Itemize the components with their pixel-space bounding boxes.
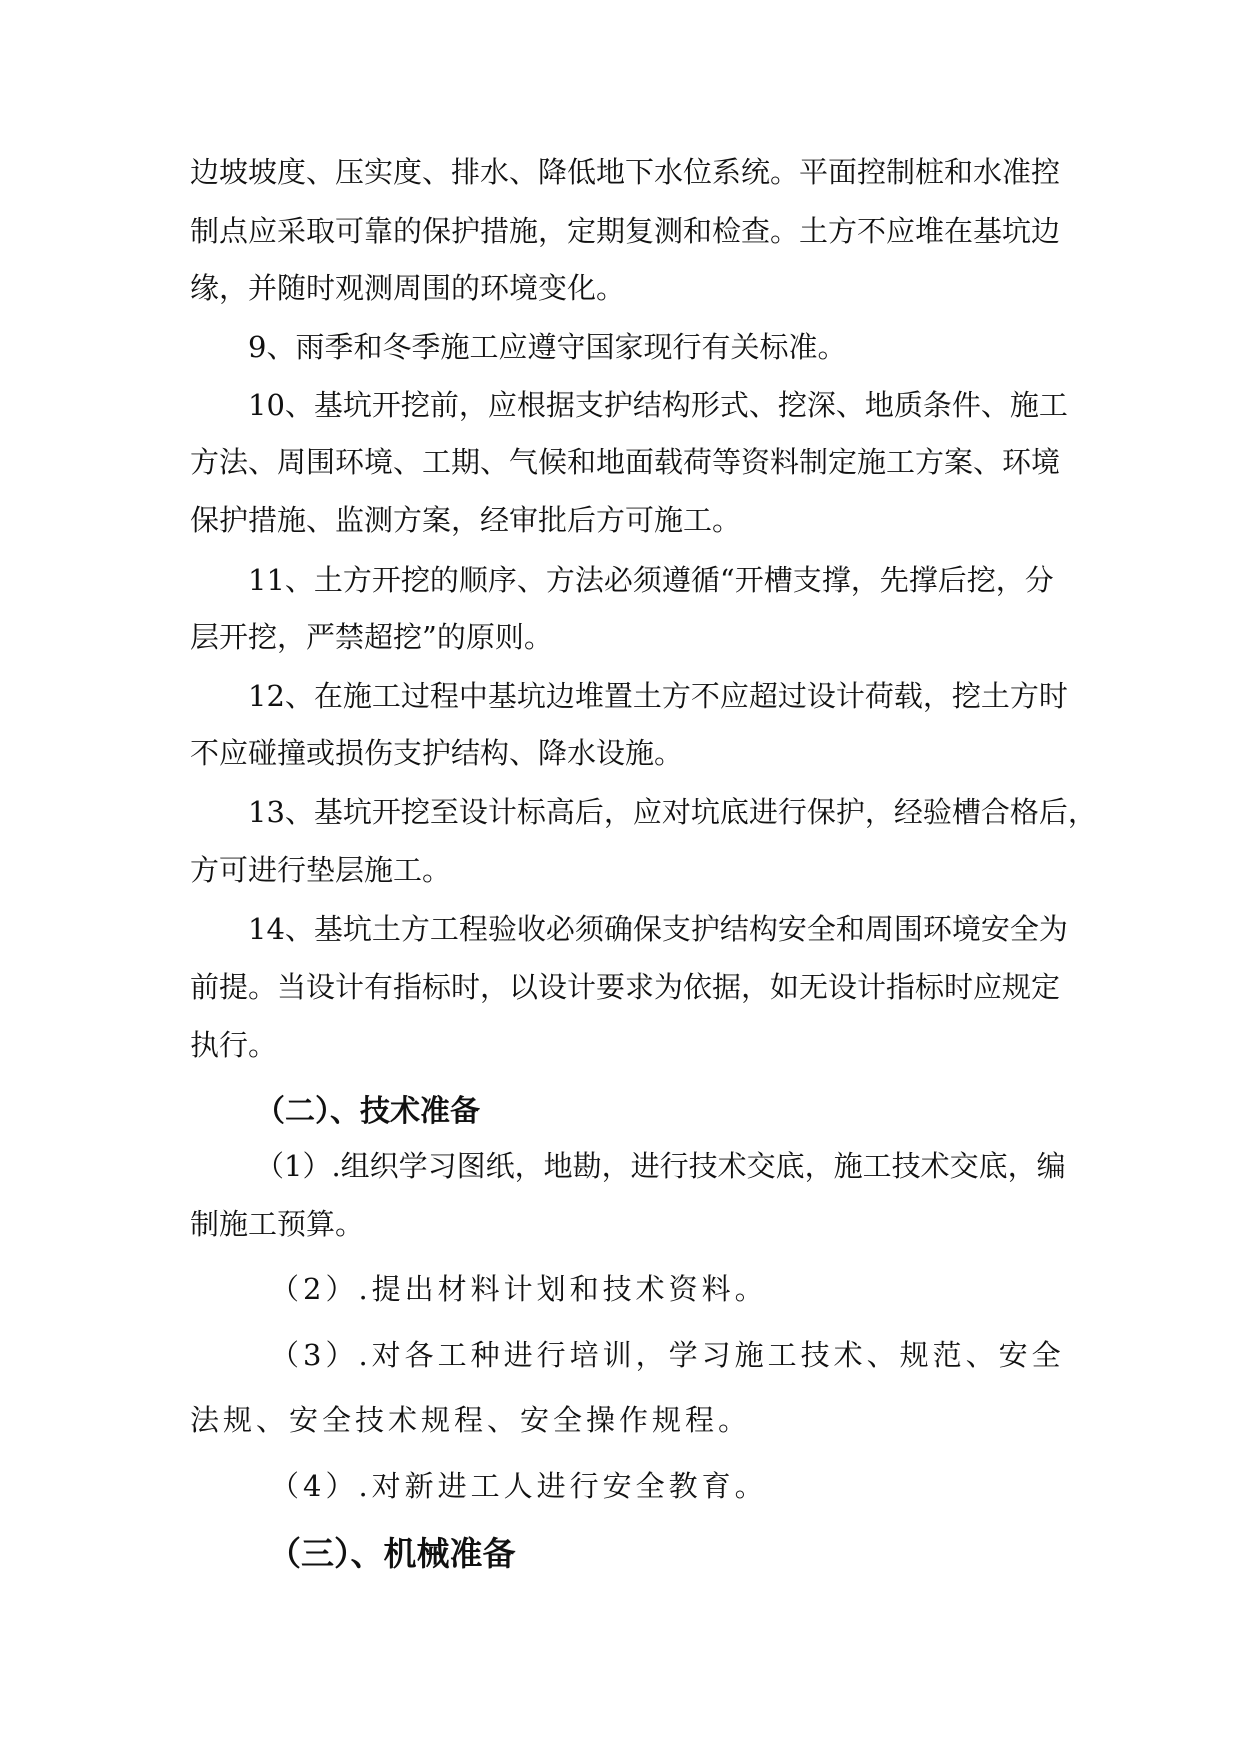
paragraph-line: 法规、安全技术规程、安全操作规程。 <box>190 1403 752 1437</box>
paragraph-line: 缘，并随时观测周围的环境变化。 <box>190 271 626 305</box>
paragraph-line: 方可进行垫层施工。 <box>190 853 452 887</box>
section-heading-technical-preparation: （二）、技术准备 <box>255 1094 480 1129</box>
tech-item-3: （3）.对各工种进行培训，学习施工技术、规范、安全 <box>270 1338 1065 1372</box>
paragraph-line: 方法、周围环境、工期、气候和地面载荷等资料制定施工方案、环境 <box>190 445 1061 479</box>
tech-item-4: （4）.对新进工人进行安全教育。 <box>270 1469 768 1503</box>
paragraph-line: 制点应采取可靠的保护措施，定期复测和检查。土方不应堆在基坑边 <box>190 214 1061 248</box>
item-9: 9、雨季和冬季施工应遵守国家现行有关标准。 <box>248 330 847 364</box>
item-11: 11、土方开挖的顺序、方法必须遵循“开槽支撑，先撑后挖，分 <box>248 563 1054 597</box>
item-13: 13、基坑开挖至设计标高后，应对坑底进行保护，经验槽合格后， <box>248 795 1097 829</box>
paragraph-line: 执行。 <box>190 1028 278 1062</box>
paragraph-line: 不应碰撞或损伤支护结构、降水设施。 <box>190 736 684 770</box>
item-14: 14、基坑土方工程验收必须确保支护结构安全和周围环境安全为 <box>248 912 1068 946</box>
paragraph-line: 层开挖，严禁超挖”的原则。 <box>190 620 553 654</box>
item-10: 10、基坑开挖前，应根据支护结构形式、挖深、地质条件、施工 <box>248 388 1068 422</box>
paragraph-line: 边坡坡度、压实度、排水、降低地下水位系统。平面控制桩和水准控 <box>190 155 1061 189</box>
tech-item-1: （1）.组织学习图纸，地勘，进行技术交底，施工技术交底，编 <box>255 1149 1066 1183</box>
tech-item-2: （2）.提出材料计划和技术资料。 <box>270 1272 768 1306</box>
section-heading-machinery-preparation: （三）、机械准备 <box>268 1534 516 1573</box>
paragraph-line: 保护措施、监测方案，经审批后方可施工。 <box>190 503 742 537</box>
paragraph-line: 前提。当设计有指标时，以设计要求为依据，如无设计指标时应规定 <box>190 970 1061 1004</box>
item-12: 12、在施工过程中基坑边堆置土方不应超过设计荷载，挖土方时 <box>248 679 1068 713</box>
paragraph-line: 制施工预算。 <box>190 1207 365 1241</box>
